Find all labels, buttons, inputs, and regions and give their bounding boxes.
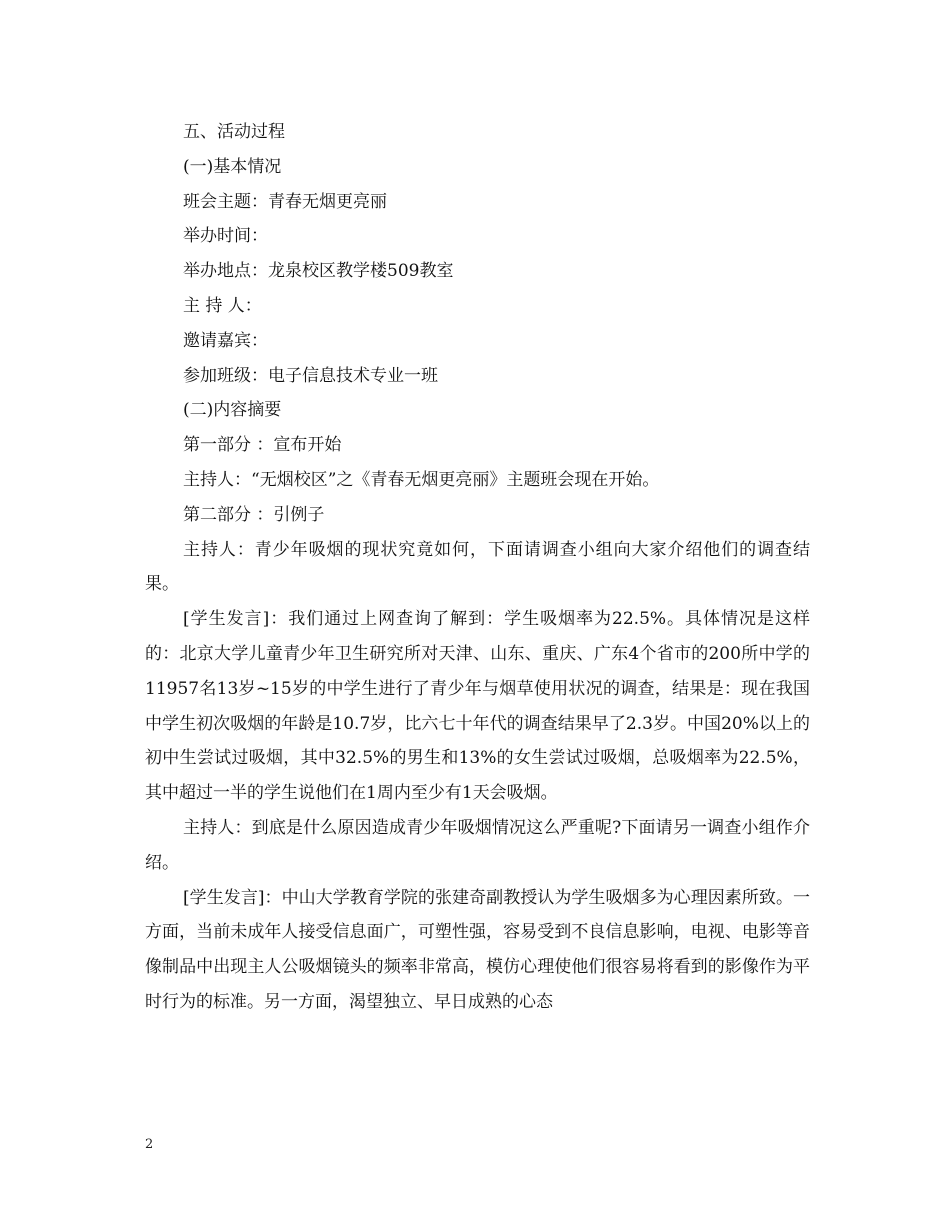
subsection-heading-summary: (二)内容摘要 [183, 400, 282, 421]
section-heading: 五、活动过程 [183, 122, 285, 142]
document-body [145, 115, 810, 1020]
meeting-theme: 班会主题：青春无烟更亮丽 [183, 191, 387, 212]
meeting-location: 举办地点：龙泉校区教学楼509教室 [183, 261, 454, 282]
participating-class: 参加班级：电子信息技术专业一班 [183, 365, 438, 386]
subsection-heading-basic-info: (一)基本情况 [183, 156, 282, 177]
host-opening-line: 主持人：“无烟校区”之《青春无烟更亮丽》主题班会现在开始。 [183, 469, 660, 490]
paragraph-host-question-1: 主持人：青少年吸烟的现状究竟如何，下面请调查小组向大家介绍他们的调查结果。 [145, 539, 810, 595]
paragraph-student-survey-1: [学生发言]：我们通过上网查询了解到：学生吸烟率为22.5%。具体情况是这样的：北京大学儿童青少年卫生研究所对天津、山东、重庆、广东4个省市的200所中学的11957名13岁~15岁的中学生进行了青少年与烟草使用状况的调查，结果是：现在我国中学生初次吸烟的年龄是10.7岁，比六七十年代的调查结果早了2.3岁。中国20%以上的初中生尝试过吸烟，其中32.5%的男生和13%的女生尝试过吸烟，总吸烟率为22.5%，其中超过一半的学生说他们在1周内至少有1天会吸烟。 [145, 609, 810, 804]
invited-guests: 邀请嘉宾： [183, 330, 268, 351]
meeting-host: 主 持 人： [183, 295, 262, 316]
part-two-heading: 第二部分 ：引例子 [183, 504, 325, 525]
part-one-heading: 第一部分 ：宣布开始 [183, 435, 342, 456]
paragraph-student-survey-2: [学生发言]：中山大学教育学院的张建奇副教授认为学生吸烟多为心理因素所致。一方面，当前未成年人接受信息面广，可塑性强，容易受到不良信息影响，电视、电影等音像制品中出现主人公吸烟镜头的频率非常高，模仿心理使他们很容易将看到的影像作为平时行为的标准。另一方面，渴望独立、早日成熟的心态 [145, 887, 810, 1012]
meeting-time: 举办时间： [183, 226, 268, 247]
paragraph-host-question-2: 主持人：到底是什么原因造成青少年吸烟情况这么严重呢?下面请另一调查小组作介绍。 [145, 817, 810, 873]
page-number: 2 [145, 1137, 154, 1152]
